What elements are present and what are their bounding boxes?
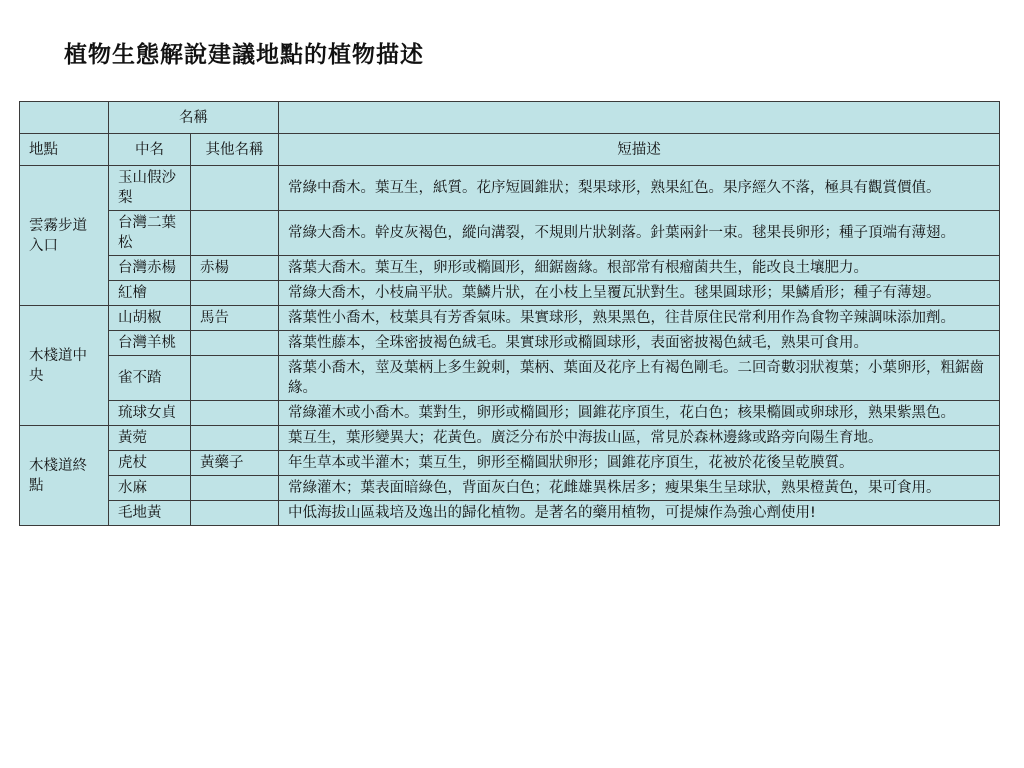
plant-name: 琉球女貞 (109, 401, 191, 426)
plant-other-name: 赤楊 (191, 256, 279, 281)
plant-description: 葉互生，葉形變異大；花黃色。廣泛分布於中海拔山區，常見於森林邊緣或路旁向陽生育地。 (279, 426, 1000, 451)
table-row (20, 451, 1000, 476)
plant-name: 毛地黃 (109, 501, 191, 526)
plant-other-name (191, 331, 279, 356)
table-row (20, 166, 1000, 211)
plant-other-name (191, 501, 279, 526)
plant-other-name (191, 356, 279, 401)
header-location: 地點 (20, 134, 109, 166)
plant-name: 玉山假沙梨 (109, 166, 191, 211)
plant-other-name (191, 426, 279, 451)
plant-description: 常綠大喬木。幹皮灰褐色，縱向溝裂，不規則片狀剝落。針葉兩針一束。毬果長卵形；種子頂端有薄翅。 (279, 211, 1000, 256)
plant-description: 常綠灌木或小喬木。葉對生，卵形或橢圓形；圓錐花序頂生，花白色；核果橢圓或卵球形，熟果紫黑色。 (279, 401, 1000, 426)
plant-name: 水麻 (109, 476, 191, 501)
table-row (20, 476, 1000, 501)
plant-name: 山胡椒 (109, 306, 191, 331)
location-cell: 雲霧步道入口 (20, 166, 109, 306)
header-row-top (20, 102, 1000, 134)
plant-name: 紅檜 (109, 281, 191, 306)
header-other-names: 其他名稱 (191, 134, 279, 166)
table-row (20, 401, 1000, 426)
plant-other-name (191, 281, 279, 306)
page-title: 植物生態解說建議地點的植物描述 (64, 42, 424, 68)
plant-other-name (191, 476, 279, 501)
table-row (20, 211, 1000, 256)
table-row (20, 501, 1000, 526)
plant-description: 常綠灌木；葉表面暗綠色，背面灰白色；花雌雄異株居多；瘦果集生呈球狀，熟果橙黃色，果可食用。 (279, 476, 1000, 501)
table-row (20, 331, 1000, 356)
table-row (20, 426, 1000, 451)
plant-name: 台灣羊桃 (109, 331, 191, 356)
table-row (20, 281, 1000, 306)
location-cell: 木棧道終點 (20, 426, 109, 526)
plant-name: 虎杖 (109, 451, 191, 476)
header-chinese-name: 中名 (109, 134, 191, 166)
plant-other-name (191, 401, 279, 426)
header-name-group: 名稱 (109, 102, 279, 134)
header-blank-cell (279, 102, 1000, 134)
plant-name: 台灣赤楊 (109, 256, 191, 281)
plant-name: 黃菀 (109, 426, 191, 451)
plant-description: 年生草本或半灌木；葉互生，卵形至橢圓狀卵形；圓錐花序頂生，花被於花後呈乾膜質。 (279, 451, 1000, 476)
header-row (20, 134, 1000, 166)
plant-description: 常綠中喬木。葉互生，紙質。花序短圓錐狀；梨果球形，熟果紅色。果序經久不落，極具有觀賞價值。 (279, 166, 1000, 211)
plant-name: 雀不踏 (109, 356, 191, 401)
plant-description: 落葉性藤本，全珠密披褐色絨毛。果實球形或橢圓球形，表面密披褐色絨毛，熟果可食用。 (279, 331, 1000, 356)
plant-other-name (191, 166, 279, 211)
plant-description-table (19, 101, 1000, 526)
table-row (20, 356, 1000, 401)
plant-description: 中低海拔山區栽培及逸出的歸化植物。是著名的藥用植物，可提煉作為強心劑使用! (279, 501, 1000, 526)
plant-description: 落葉性小喬木，枝葉具有芳香氣味。果實球形，熟果黑色，往昔原住民常利用作為食物辛辣調味添加劑。 (279, 306, 1000, 331)
plant-description: 落葉大喬木。葉互生，卵形或橢圓形，細鋸齒緣。根部常有根瘤菌共生，能改良土壤肥力。 (279, 256, 1000, 281)
table-row (20, 256, 1000, 281)
header-blank-cell (20, 102, 109, 134)
plant-name: 台灣二葉松 (109, 211, 191, 256)
header-description: 短描述 (279, 134, 1000, 166)
plant-other-name (191, 211, 279, 256)
plant-description: 落葉小喬木，莖及葉柄上多生銳刺，葉柄、葉面及花序上有褐色剛毛。二回奇數羽狀複葉；小葉卵形，粗鋸齒緣。 (279, 356, 1000, 401)
location-cell: 木棧道中央 (20, 306, 109, 426)
plant-other-name: 黃藥子 (191, 451, 279, 476)
plant-description: 常綠大喬木，小枝扁平狀。葉鱗片狀，在小枝上呈覆瓦狀對生。毬果圓球形；果鱗盾形；種子有薄翅。 (279, 281, 1000, 306)
plant-other-name: 馬告 (191, 306, 279, 331)
table-row (20, 306, 1000, 331)
